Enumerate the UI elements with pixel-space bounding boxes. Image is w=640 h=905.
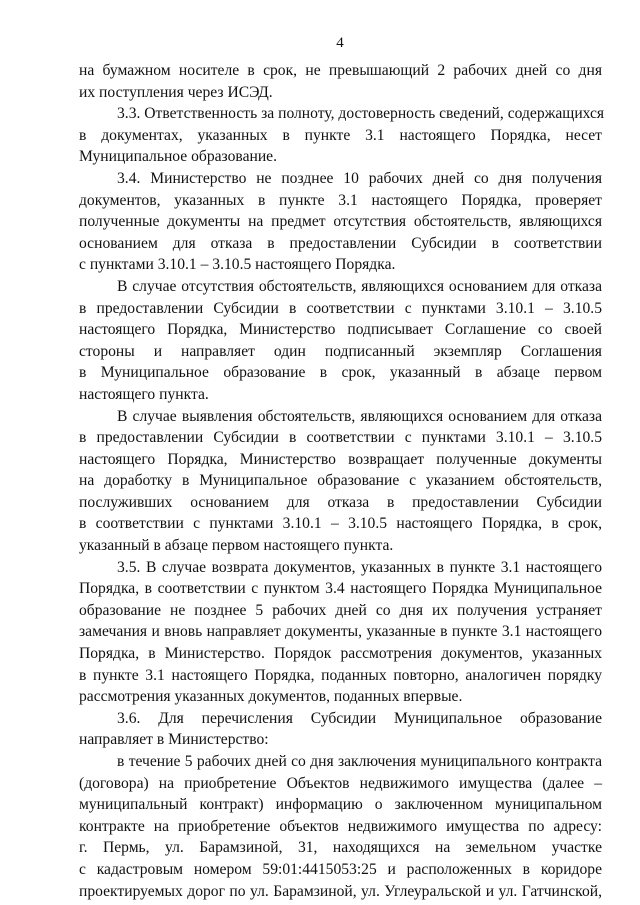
text-line: муниципальный контракт) информацию о заключенном муниципальном <box>79 796 602 814</box>
text-line: замечания и вновь направляет документы, указанные в пункте 3.1 настоящего <box>79 623 602 641</box>
paragraph <box>79 751 602 902</box>
text-line: образование не позднее 5 рабочих дней со дня их получения устраняет <box>79 601 602 619</box>
text-line: (договора) на приобретение Объектов недвижимого имущества (далее – <box>79 774 602 792</box>
text-line: В случае выявления обстоятельств, являющихся основанием для отказа <box>117 407 602 425</box>
text-line: контракте на приобретение объектов недвижимого имущества по адресу: <box>79 817 602 835</box>
document-body <box>79 60 605 902</box>
text-line: Порядка, в Министерство. Порядок рассмотрения документов, указанных <box>79 645 602 663</box>
text-line: Муниципальное образование. <box>79 148 278 166</box>
text-line: указанный в абзаце первом настоящего пункта. <box>79 537 394 555</box>
text-line: в течение 5 рабочих дней со дня заключения муниципального контракта <box>117 753 602 770</box>
text-line: рассмотрения указанных документов, поданных впервые. <box>79 688 463 706</box>
text-line: проектируемых дорог по ул. Барамзиной, ул. Углеуральской и ул. Гатчинской, <box>79 882 602 900</box>
text-line: настоящего Порядка, Министерство возвращает полученные документы <box>79 450 602 468</box>
paragraph <box>79 103 605 168</box>
paragraph <box>79 557 602 708</box>
text-line: основанием для отказа в предоставлении Субсидии в соответствии <box>79 234 602 252</box>
paragraph <box>79 708 602 751</box>
text-line: В случае отсутствия обстоятельств, являющихся основанием для отказа <box>117 277 602 295</box>
text-line: настоящего пункта. <box>79 385 209 403</box>
paragraph <box>79 406 602 557</box>
paragraph <box>79 60 602 103</box>
page-number: 4 <box>336 35 344 51</box>
text-line: на бумажном носителе в срок, не превышающий 2 рабочих дней со дня <box>79 62 602 79</box>
text-line: в соответствии с пунктами 3.10.1 – 3.10.5 настоящего Порядка, в срок, <box>79 515 602 533</box>
text-line: настоящего Порядка, Министерство подписывает Соглашение со своей <box>79 321 602 339</box>
text-line: с пунктами 3.10.1 – 3.10.5 настоящего Порядка. <box>79 256 396 274</box>
text-line: в предоставлении Субсидии в соответствии с пунктами 3.10.1 – 3.10.5 <box>79 299 602 317</box>
text-line: Порядка, в соответствии с пунктом 3.4 настоящего Порядка Муниципальное <box>79 580 602 598</box>
text-line: направляет в Министерство: <box>79 731 269 749</box>
text-line: в Муниципальное образование в срок, указанный в абзаце первом <box>79 364 602 382</box>
text-line: с кадастровым номером 59:01:4415053:25 и расположенных в коридоре <box>79 860 602 878</box>
text-line: на доработку в Муниципальное образование с указанием обстоятельств, <box>79 472 602 490</box>
text-line: послуживших основанием для отказа в предоставлении Субсидии <box>79 493 602 511</box>
paragraph <box>79 168 602 276</box>
text-line: г. Пермь, ул. Барамзиной, 31, находящихся на земельном участке <box>79 839 602 857</box>
text-line: 3.6. Для перечисления Субсидии Муниципальное образование <box>117 709 602 727</box>
text-line: 3.5. В случае возврата документов, указанных в пункте 3.1 настоящего <box>117 558 602 576</box>
text-line: в документах, указанных в пункте 3.1 настоящего Порядка, несет <box>79 126 602 144</box>
text-line: в предоставлении Субсидии в соответствии с пунктами 3.10.1 – 3.10.5 <box>79 429 602 447</box>
text-line: полученные документы на предмет отсутствия обстоятельств, являющихся <box>79 213 602 231</box>
text-line: стороны и направляет один подписанный экземпляр Соглашения <box>79 342 602 360</box>
paragraph <box>79 276 602 406</box>
text-line: 3.3. Ответственность за полноту, достоверность сведений, содержащихся <box>117 105 605 123</box>
text-line: их поступления через ИСЭД. <box>79 83 273 101</box>
text-line: 3.4. Министерство не позднее 10 рабочих дней со дня получения <box>117 169 602 187</box>
text-line: в пункте 3.1 настоящего Порядка, поданных повторно, аналогичен порядку <box>79 666 602 684</box>
text-line: документов, указанных в пункте 3.1 настоящего Порядка, проверяет <box>79 191 602 209</box>
